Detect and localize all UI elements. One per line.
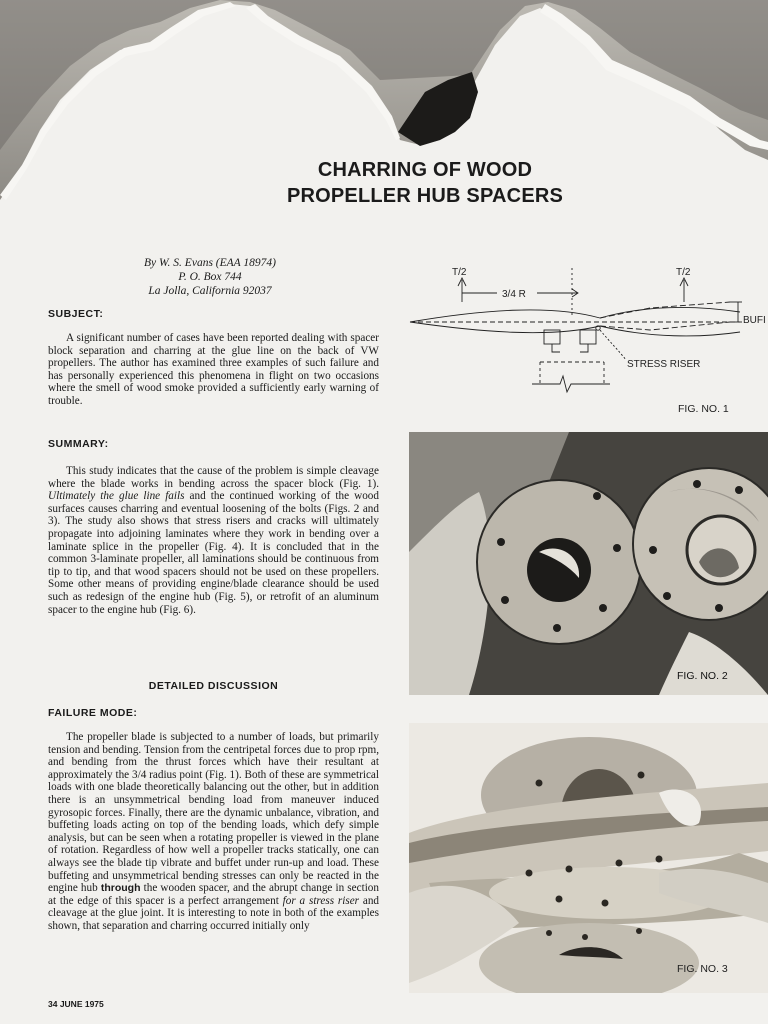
propeller-bending-diagram <box>400 258 768 398</box>
spacer-pair-image <box>409 432 768 695</box>
fig1-t2-left-label: T/2 <box>452 267 467 278</box>
failure-mode-text-b: the wooden spacer, and the abrupt change in section at the edge of this spacer is a perfect arrangement <box>48 882 379 907</box>
byline-address-1: P. O. Box 744 <box>178 271 242 283</box>
fig1-buffet-label: BUFI <box>743 315 766 326</box>
subject-text: A significant number of cases have been reported dealing with spacer block separation and charring at the glue line on the back of VW propellers. The author has examined three examples of such failure and has personally experienced this phenomena in flight on two occasions where the smell of wood smoke provided a sufficiently early warning of trouble. <box>48 332 379 407</box>
fig1-radius-label: 3/4 R <box>502 289 526 300</box>
byline-address-2: La Jolla, California 92037 <box>148 285 272 297</box>
figure-1 <box>400 258 768 418</box>
figure-3-photo <box>409 723 768 993</box>
failure-mode-text-c: and cleavage at the glue joint. It is interesting to note in both of the examples shown, that separation and charring occurred initially only <box>48 894 380 932</box>
byline <box>110 256 310 298</box>
summary-text-a: This study indicates that the cause of the problem is simple cleavage where the blade works in bending across the spacer block (Fig. 1). <box>48 465 379 490</box>
summary-text-c: and the continued working of the wood surfaces causes charring and eventual loosening of the bolts (Figs. 2 and 3). The study also shows that stress risers and cracks will ultimately propagate into adjoining laminates where they work in bending over a laminate splice in the propeller (Fig. 4). It is concluded that in the common 3-laminate propeller, all laminations should be continuous from tip to tip, and that wood spacers should not be used on these propellers. Some other means of providing engine/blade clearance should be used such as redesign of the engine hub (Fig. 5), or retrofit of an aluminum spacer to the engine hub (Fig. 6). <box>48 490 379 616</box>
failure-mode-bold: through <box>100 882 141 895</box>
failure-mode-text-a: The propeller blade is subjected to a number of loads, but primarily tension and bending. Tension from the centripetal forces due to prop rpm, and bending from the thrust forces which have their resultant at approximately the 3/4 radius point (Fig. 1). Both of these are symmetrical loads with one blade theoretically balancing out the other, but in addition there is an unsymmetrical bending load from maneuver induced gyrosopic forces. Finally, there are the dynamic unbalance, vibration, and buffeting loads acting on top of the bending loads, which defy simple analysis, but can be seen when a rotating propeller is viewed in the plane of rotation. Regardless of how well a propeller tracks statically, one can always see the blade tip vibrate and buffet under run-up and load. These buffeting and unsymmetrical bending stresses can only be reacted in the engine hub <box>48 731 379 895</box>
figure-2-photo <box>409 432 768 695</box>
title-line-1: CHARRING OF WOOD <box>317 159 533 181</box>
failure-mode-text <box>48 731 379 933</box>
detailed-discussion-heading: DETAILED DISCUSSION <box>148 680 279 692</box>
failure-mode-italic: for a stress riser <box>282 894 360 907</box>
failure-mode-heading: FAILURE MODE: <box>48 707 138 719</box>
byline-author: By W. S. Evans (EAA 18974) <box>144 257 276 269</box>
fig1-caption: FIG. NO. 1 <box>678 403 729 415</box>
subject-heading: SUBJECT: <box>48 308 104 320</box>
fig3-caption: FIG. NO. 3 <box>677 963 728 975</box>
fig2-caption: FIG. NO. 2 <box>677 670 728 682</box>
summary-text <box>48 465 379 616</box>
article-title <box>180 157 670 209</box>
title-line-2: PROPELLER HUB SPACERS <box>286 185 564 207</box>
page-folio: 34 JUNE 1975 <box>48 999 104 1009</box>
summary-text-emphasis: Ultimately the glue line fails <box>48 490 185 503</box>
summary-heading: SUMMARY: <box>48 438 109 450</box>
fig1-t2-right-label: T/2 <box>676 267 691 278</box>
charred-spacer-image <box>409 723 768 993</box>
fig1-stress-riser-label: STRESS RISER <box>627 359 701 370</box>
